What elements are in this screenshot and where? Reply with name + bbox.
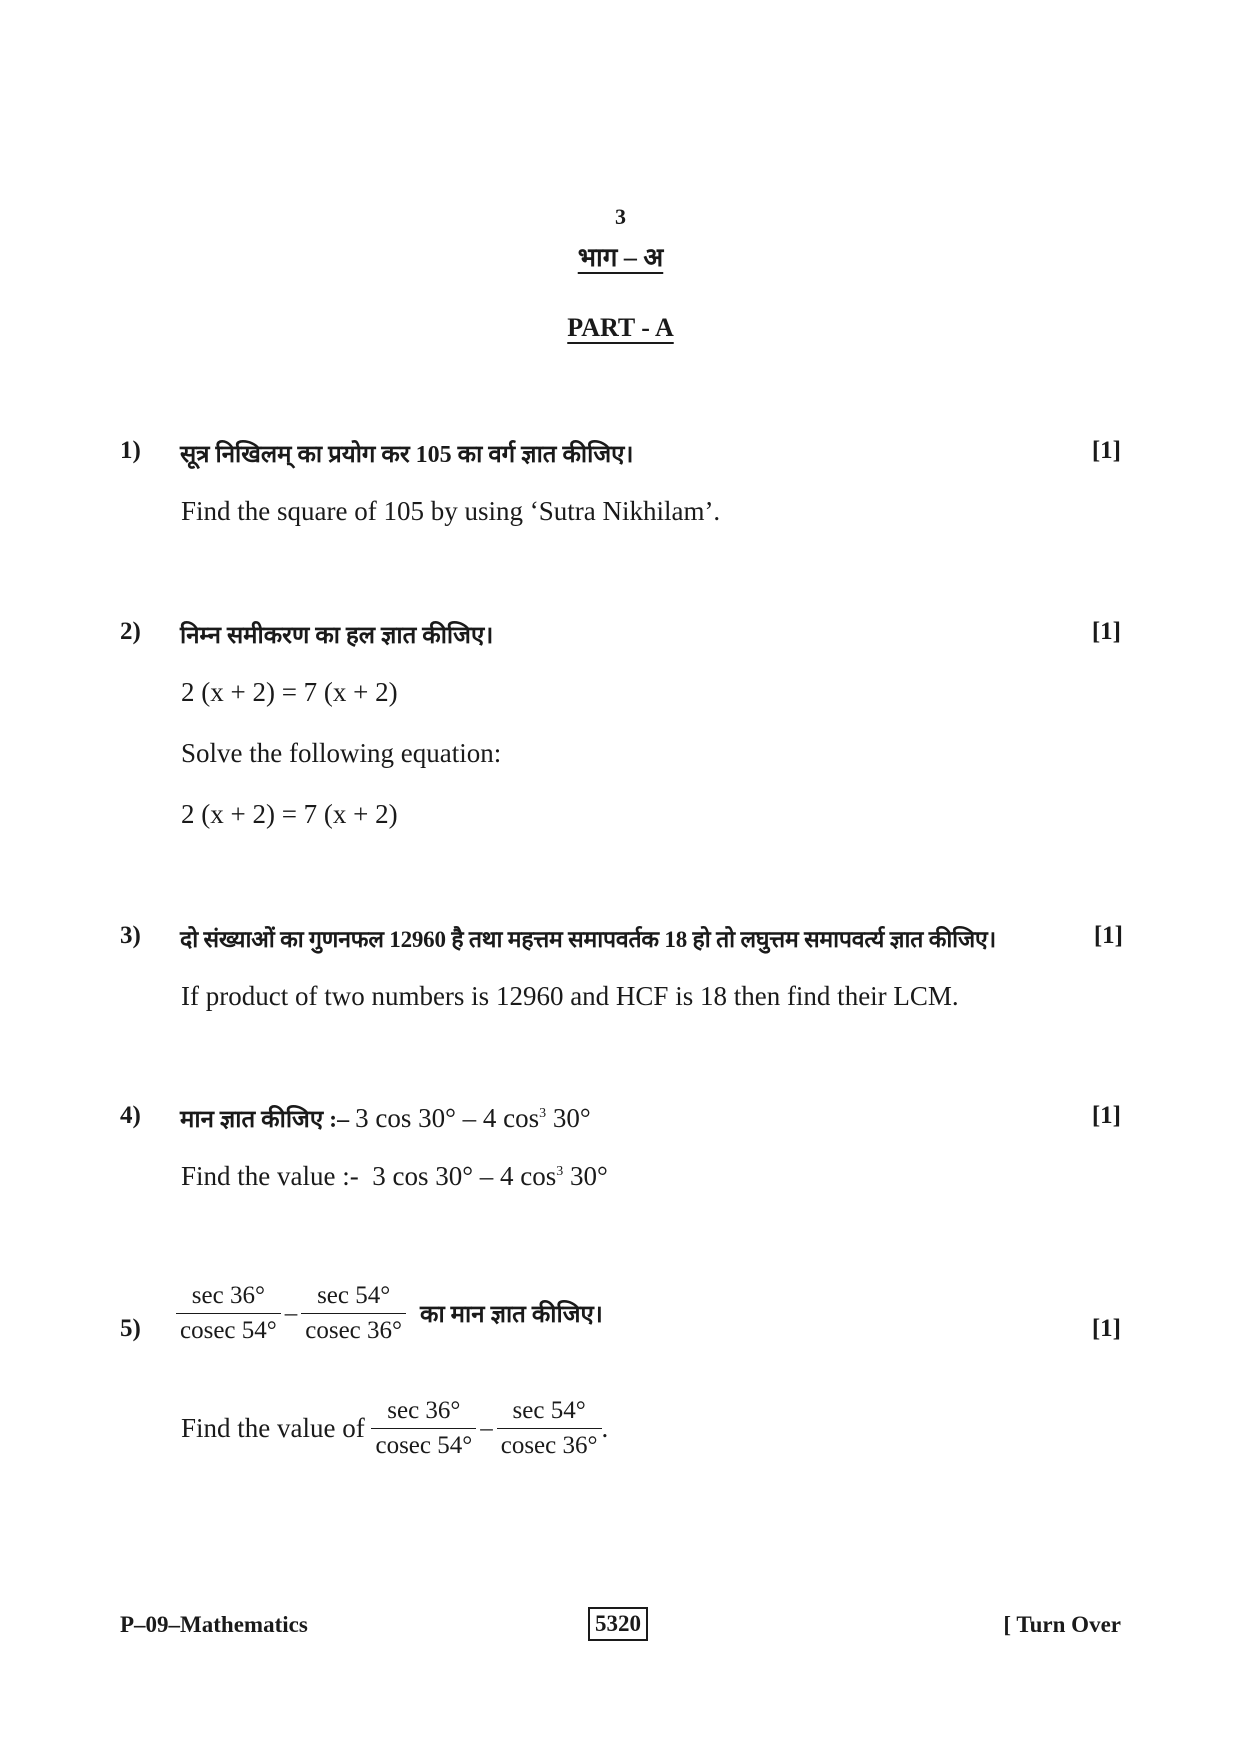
footer-paper-code: P–09–Mathematics <box>120 1612 308 1637</box>
question-2-marks: [1] <box>1091 618 1121 645</box>
question-5-english-line: Find the value of $\frac{\sec 36^\circ}{cosec 54^\circ}$ – $\frac{\sec 54^\circ}{cosec 36^\circ}$ . <box>181 1397 609 1459</box>
page-number: 3 <box>615 204 626 229</box>
question-3-english: If product of two numbers is 12960 and HCF is 18 then find their LCM. <box>181 981 959 1011</box>
question-4-number: 4) <box>120 1102 141 1129</box>
question-4-marks: [1] <box>1091 1102 1121 1129</box>
question-4-hindi-line <box>180 1102 591 1135</box>
question-5-english-fraction-2: $\frac{\sec 54^\circ}{cosec 36^\circ}$ <box>497 1397 602 1460</box>
question-3-number: 3) <box>120 922 141 949</box>
part-heading-hindi: भाग – अ <box>577 243 664 272</box>
question-2-equation: 2 (x + 2) = 7 (x + 2) <box>181 677 398 707</box>
question-2-english: Solve the following equation: <box>181 738 502 768</box>
question-4-expression: 3 cos 30° – 4 $\cos^3 30^\circ$ <box>355 1103 591 1133</box>
question-5-hindi: का मान ज्ञात कीजिए। <box>420 1302 603 1328</box>
question-4-english-line <box>181 1161 608 1192</box>
question-2-equation-repeat: 2 (x + 2) = 7 (x + 2) <box>181 799 398 829</box>
question-4-english-expression: 3 cos 30° – 4 $\cos^3 30^\circ$ <box>372 1161 608 1191</box>
question-5-english-fraction-1: $\frac{\sec 36^\circ}{cosec 54^\circ}$ <box>371 1397 476 1460</box>
question-1-hindi: सूत्र निखिलम् का प्रयोग कर 105 का वर्ग ज्ञात कीजिए। <box>180 442 634 468</box>
question-5-hindi-line: $\frac{\sec 36^\circ}{cosec 54^\circ}$ – $\frac{\sec 54^\circ}{cosec 36^\circ}$ का मान ज्ञात कीजिए। <box>176 1282 603 1345</box>
question-5-fraction-1: $\frac{\sec 36^\circ}{cosec 54^\circ}$ <box>176 1282 281 1345</box>
footer-turn-over: [ Turn Over <box>1003 1612 1121 1637</box>
question-4-english: Find the value :- <box>181 1161 359 1191</box>
question-5-fraction-2: $\frac{\sec 54^\circ}{cosec 36^\circ}$ <box>301 1282 406 1345</box>
question-3-marks: [1] <box>1093 922 1123 949</box>
question-5-english: Find the value of <box>181 1413 365 1443</box>
footer-booklet-code: 5320 <box>588 1607 648 1641</box>
question-5-marks: [1] <box>1091 1315 1121 1342</box>
question-3-hindi: दो संख्याओं का गुणनफल 12960 है तथा महत्तम समापवर्तक 18 हो तो लघुत्तम समापवर्त्य ज्ञात कीजिए। <box>180 927 996 952</box>
part-heading-english: PART - A <box>567 313 674 342</box>
question-1-marks: [1] <box>1091 437 1121 464</box>
question-1-english: Find the square of 105 by using ‘Sutra Nikhilam’. <box>181 496 721 526</box>
question-5-number: 5) <box>120 1315 141 1342</box>
question-4-hindi: मान ज्ञात कीजिए :– <box>180 1107 350 1133</box>
question-2-hindi: निम्न समीकरण का हल ज्ञात कीजिए। <box>180 623 494 649</box>
question-2-number: 2) <box>120 618 141 645</box>
question-1-number: 1) <box>120 437 141 464</box>
